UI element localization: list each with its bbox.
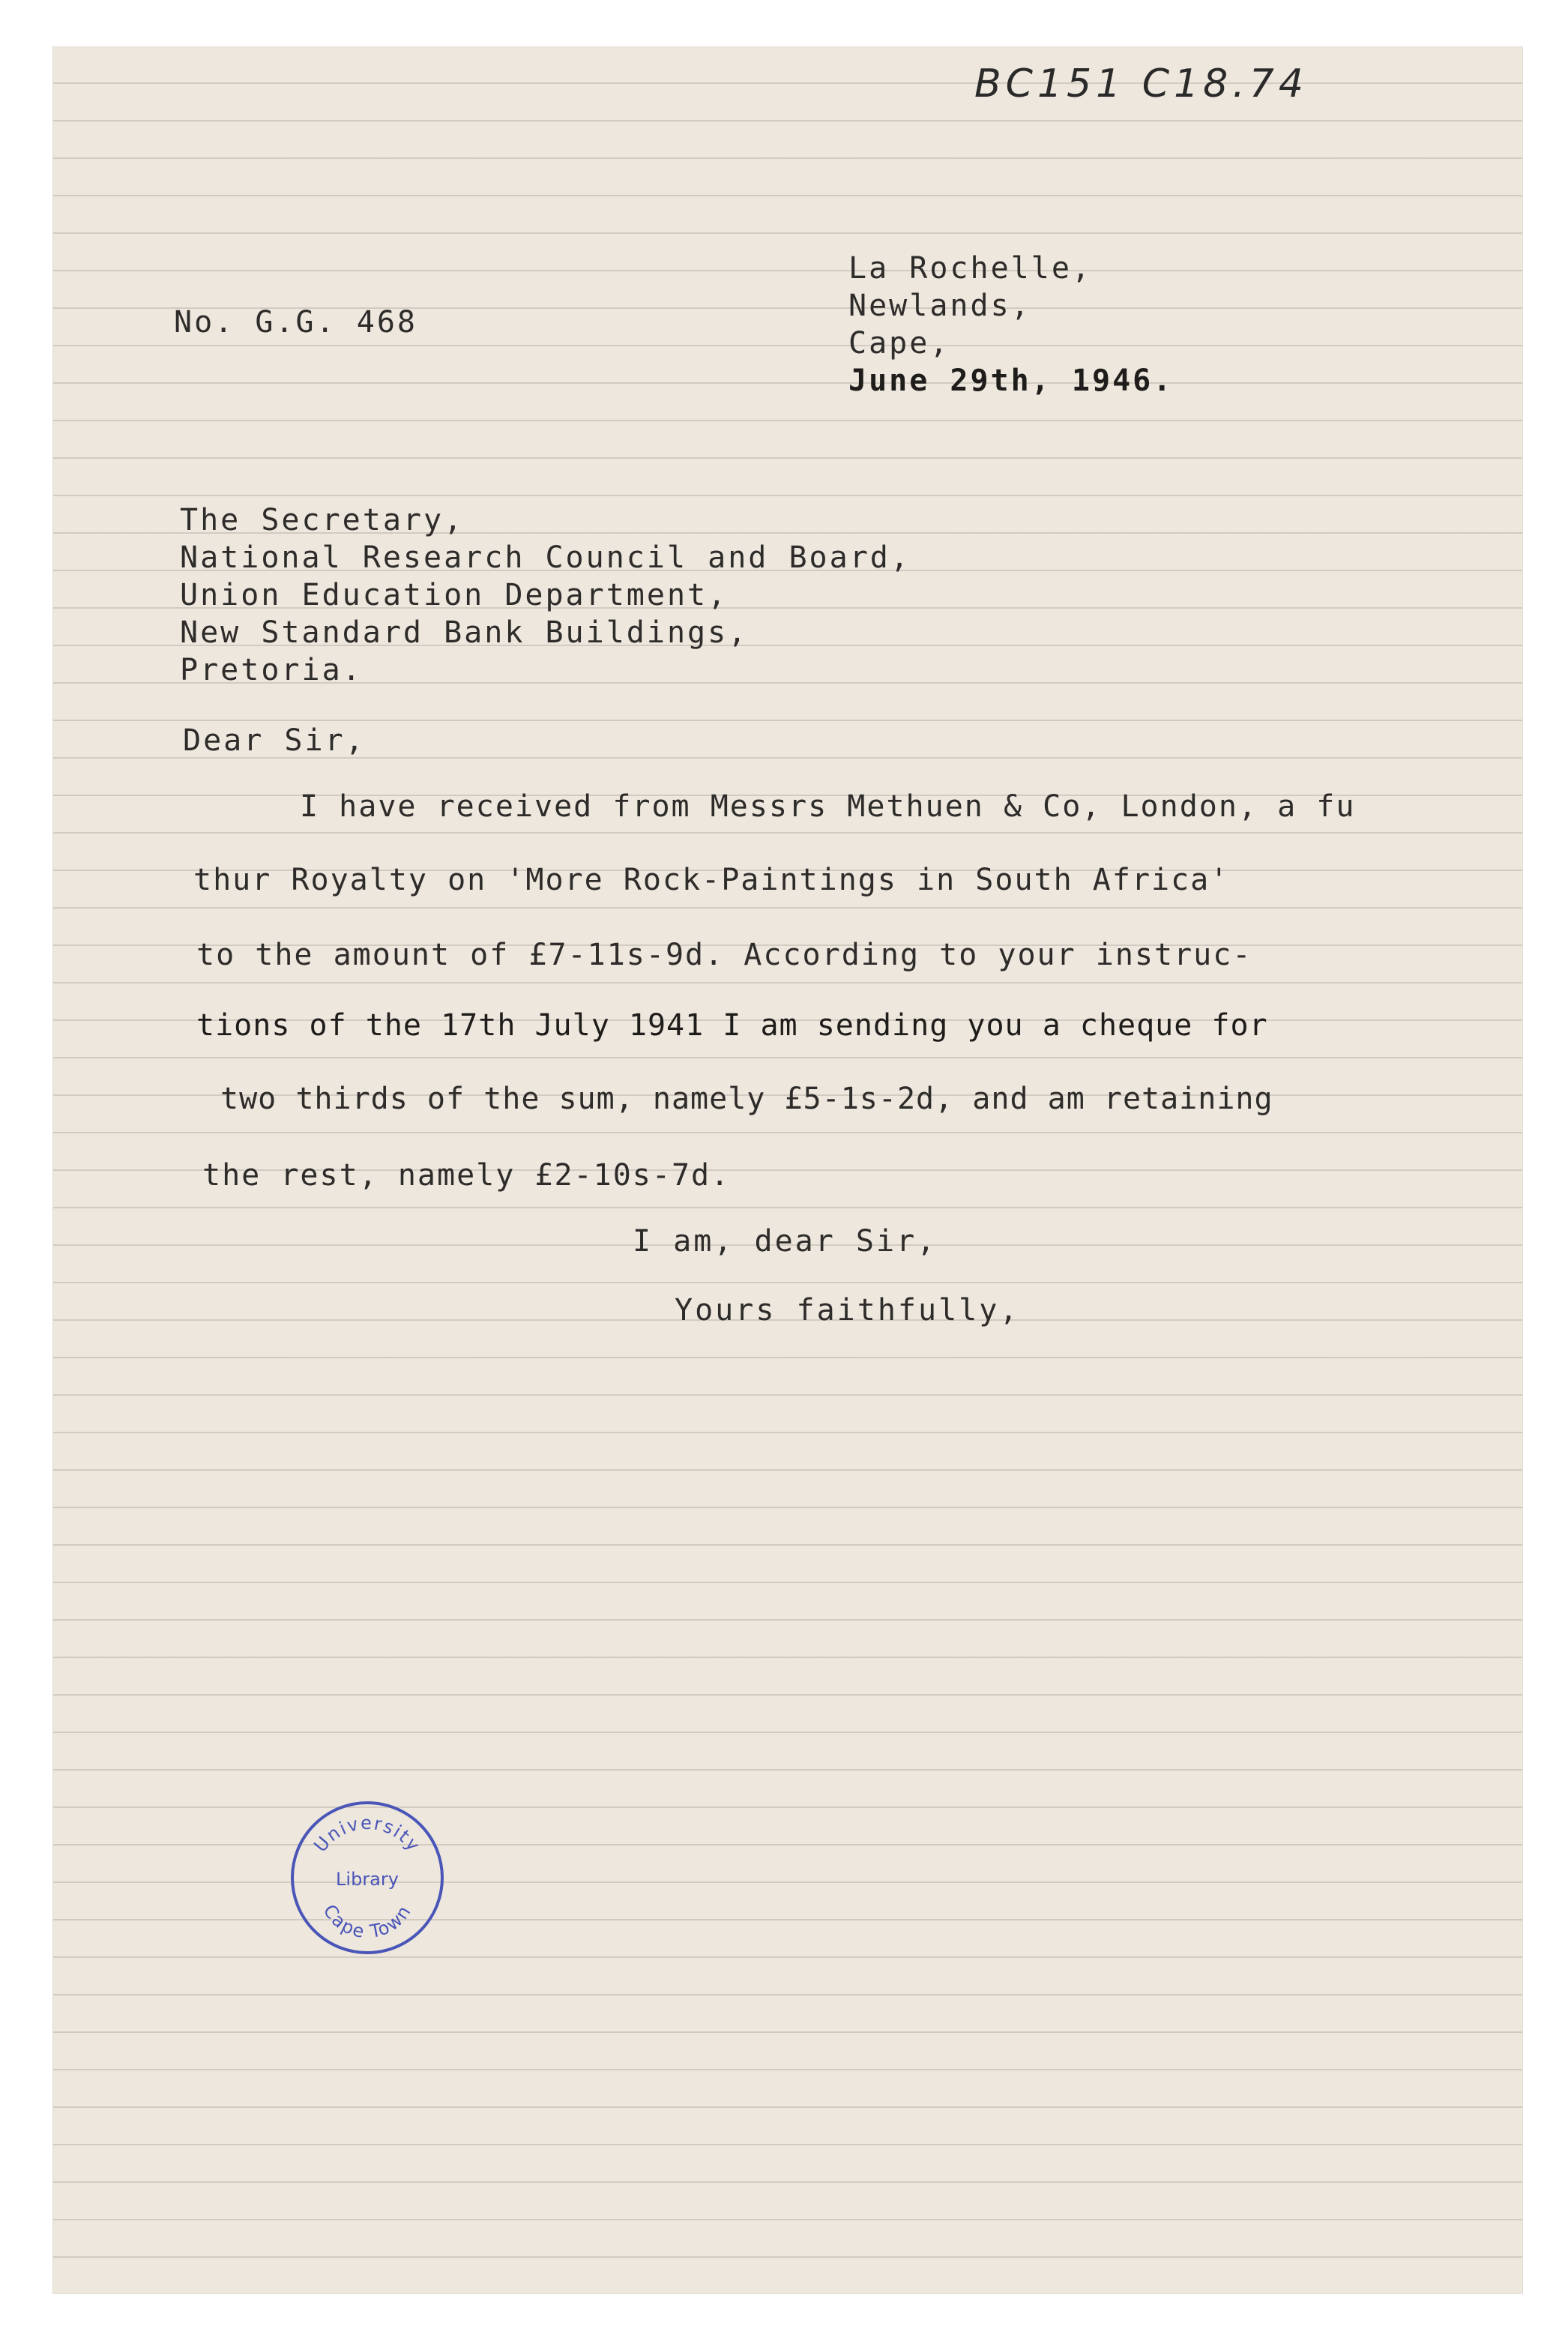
stamp-top-text: University xyxy=(310,1812,425,1857)
address-line: La Rochelle, xyxy=(848,251,1092,286)
recipient-line: New Standard Bank Buildings, xyxy=(180,615,749,650)
archive-reference: BC151 C18.74 xyxy=(974,61,1308,106)
letter-date: June 29th, 1946. xyxy=(848,364,1174,398)
svg-text:Cape Town xyxy=(319,1901,415,1943)
recipient-line: Pretoria. xyxy=(180,653,363,687)
closing-line: Yours faithfully, xyxy=(675,1293,1020,1328)
address-line: Newlands, xyxy=(848,289,1031,323)
body-line: two thirds of the sum, namely £5-1s-2d, and am retaining xyxy=(220,1082,1273,1116)
recipient-line: National Research Council and Board, xyxy=(180,540,911,575)
closing-line: I am, dear Sir, xyxy=(633,1224,938,1259)
body-line: to the amount of £7-11s-9d. According to your instruc- xyxy=(196,938,1252,972)
salutation: Dear Sir, xyxy=(183,723,366,758)
recipient-line: The Secretary, xyxy=(180,503,465,537)
body-line: I have received from Messrs Methuen & Co, London, a fu xyxy=(300,789,1356,824)
body-line: tions of the 17th July 1941 I am sending you a cheque for xyxy=(196,1008,1268,1043)
address-line: Cape, xyxy=(848,326,950,361)
svg-text:University xyxy=(310,1813,424,1856)
stamp-mid-text: Library xyxy=(336,1869,399,1890)
reference-number: No. G.G. 468 xyxy=(174,305,417,340)
university-library-stamp xyxy=(289,1799,446,1956)
stamp-bottom-text: Cape Town xyxy=(319,1900,416,1943)
recipient-line: Union Education Department, xyxy=(180,578,729,612)
body-line: thur Royalty on 'More Rock-Paintings in South Africa' xyxy=(193,863,1230,897)
body-line: the rest, namely £2-10s-7d. xyxy=(202,1158,731,1193)
